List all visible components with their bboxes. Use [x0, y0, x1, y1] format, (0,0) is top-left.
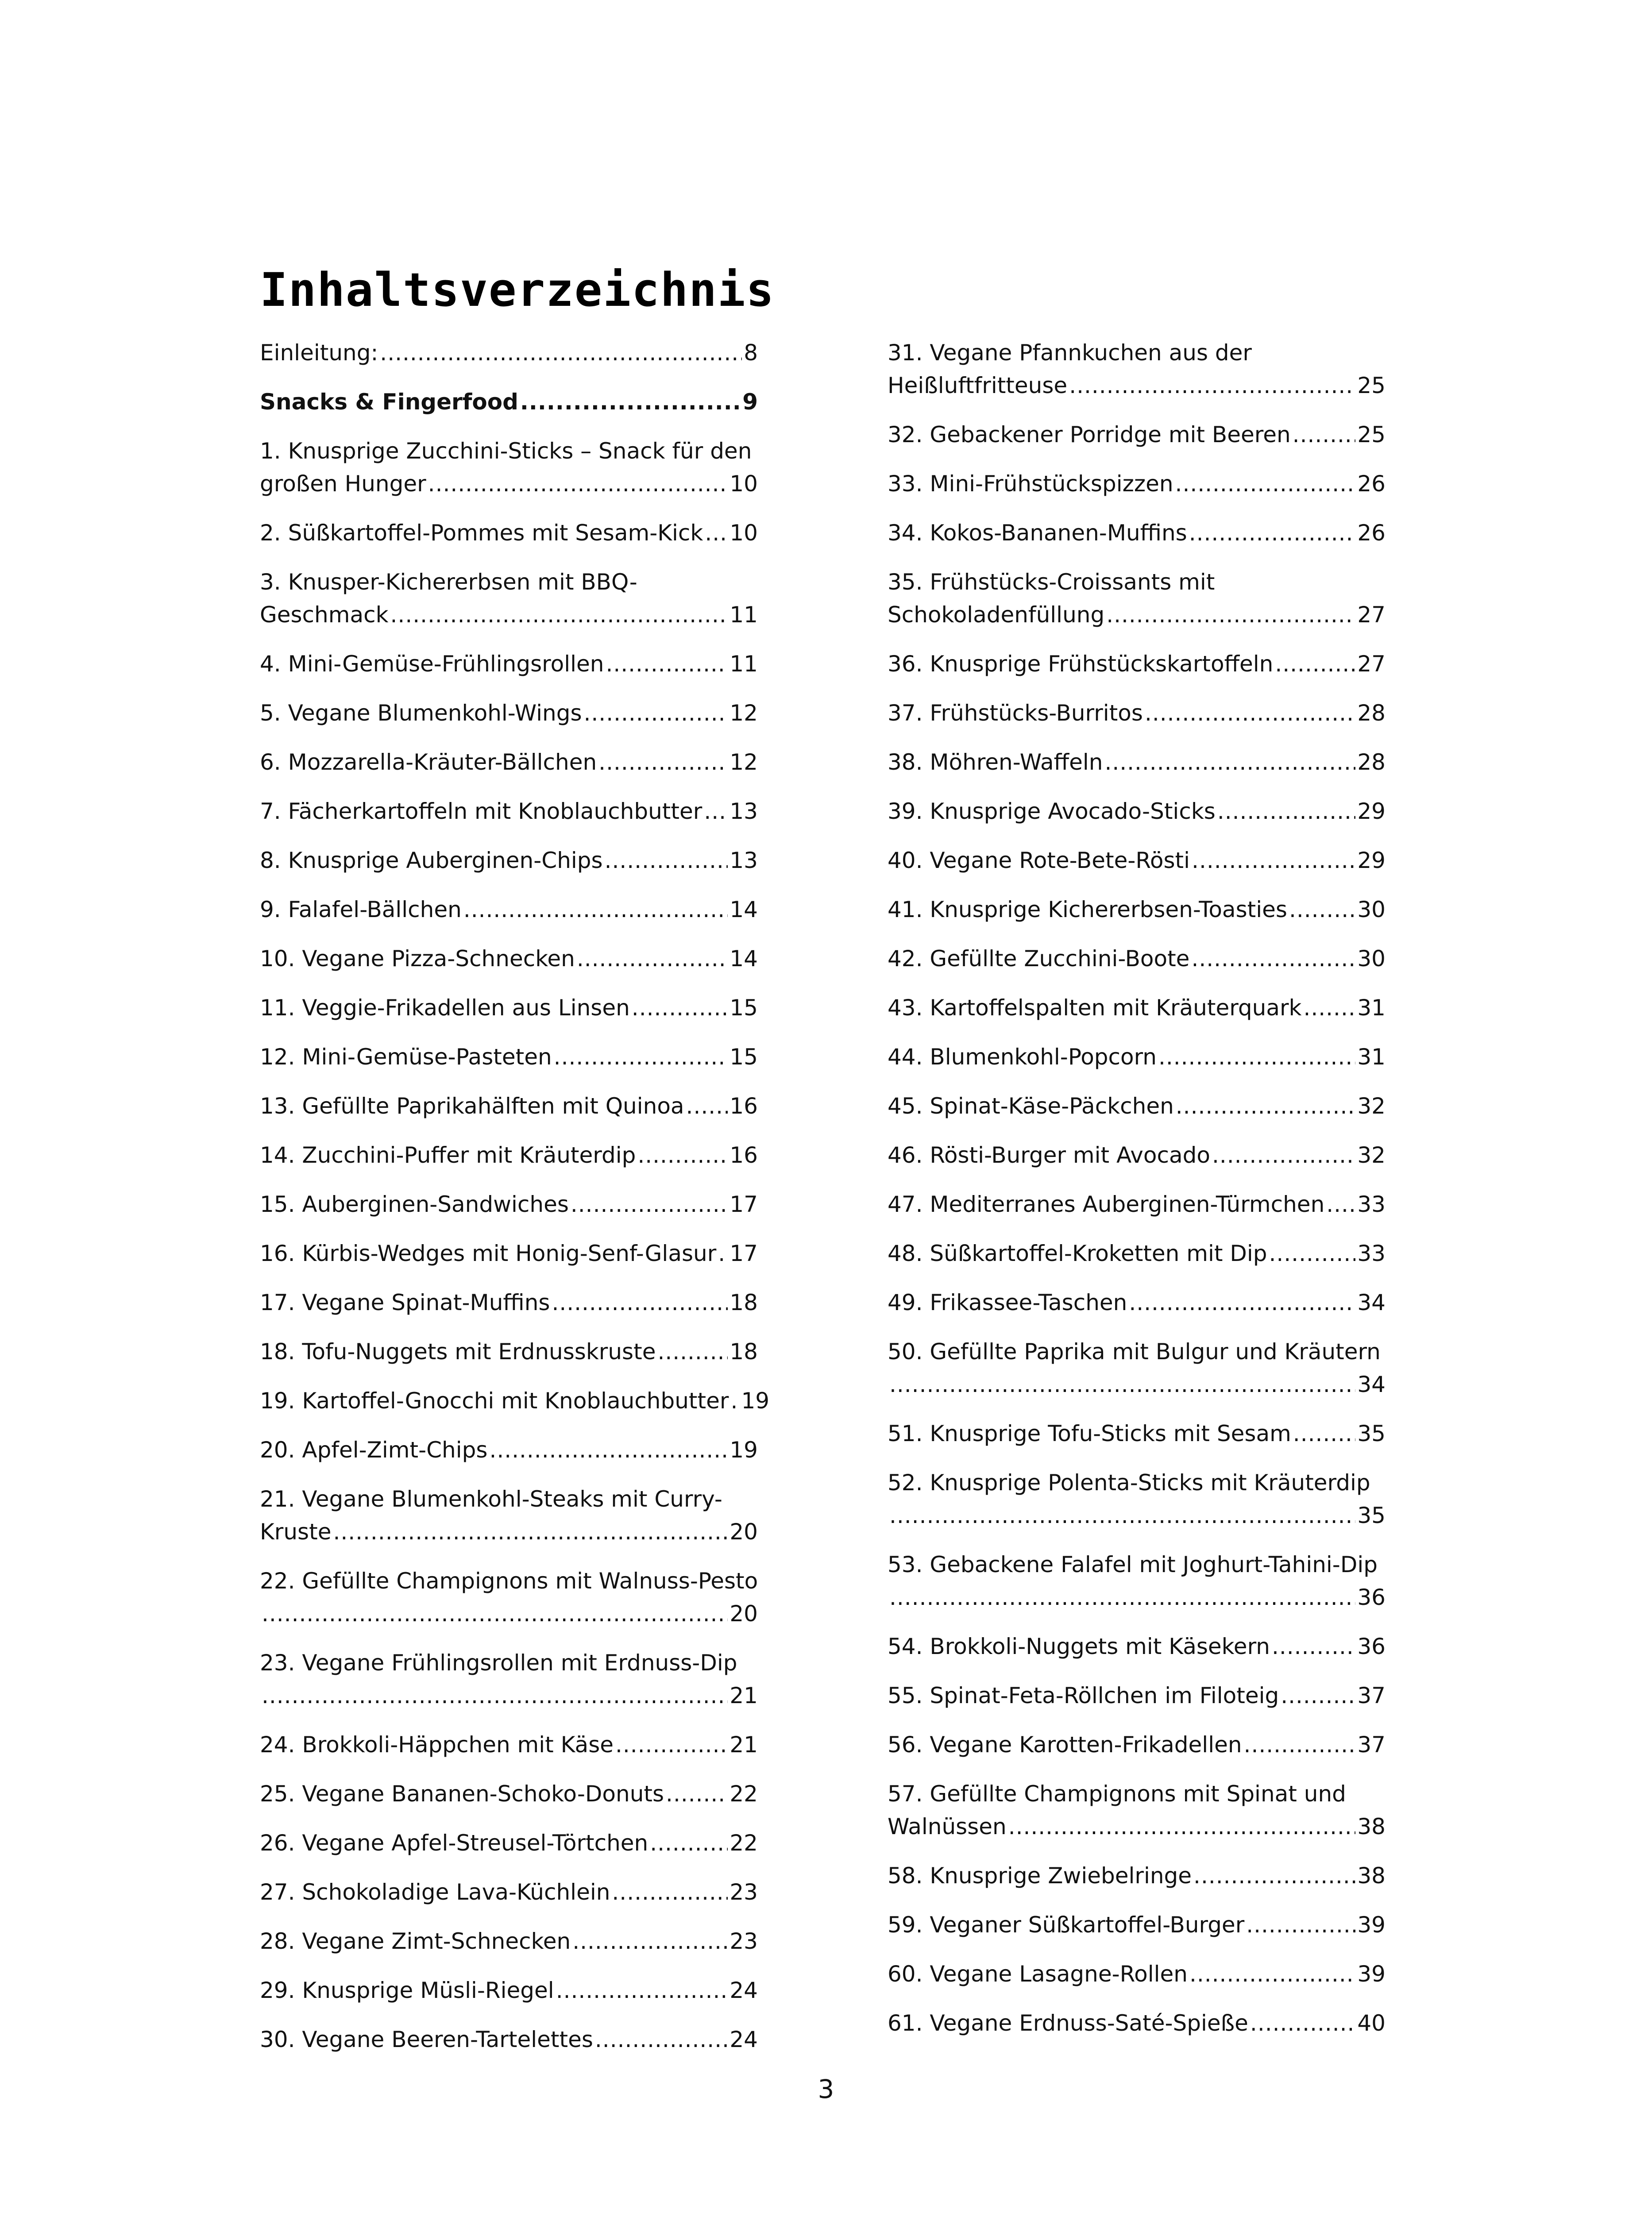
- toc-entry-title: 36. Knusprige Frühstückskartoffeln: [888, 651, 1274, 677]
- toc-entry: [260, 1646, 758, 1712]
- toc-entry-page-number: 17: [730, 1241, 758, 1266]
- toc-entry: [888, 336, 1386, 402]
- toc-entry-title: 8. Knusprige Auberginen-Chips: [260, 848, 603, 873]
- toc-leader-dots: [577, 942, 728, 975]
- toc-entry-title: 49. Frikassee-Taschen: [888, 1290, 1127, 1315]
- toc-entry-title: 41. Knusprige Kichererbsen-Toasties: [888, 897, 1287, 922]
- toc-entry-title-line: 3. Knusper-Kichererbsen mit BBQ-: [260, 569, 637, 595]
- toc-entry-title: 20. Apfel-Zimt-Chips: [260, 1437, 488, 1463]
- toc-entry-page-number: 32: [1357, 1093, 1386, 1119]
- toc-entry-title: 28. Vegane Zimt-Schnecken: [260, 1928, 571, 1954]
- toc-leader-dots: [556, 1974, 728, 2007]
- toc-entry-title: 14. Zucchini-Puffer mit Kräuterdip: [260, 1142, 636, 1168]
- toc-entry: [888, 795, 1386, 828]
- toc-leader-dots: [1246, 1908, 1355, 1941]
- toc-entry-page-number: 36: [1357, 1634, 1386, 1659]
- toc-entry: [888, 1286, 1386, 1319]
- toc-entry: [260, 746, 758, 779]
- toc-leader-dots: [1176, 1090, 1356, 1122]
- toc-entry: [888, 697, 1386, 729]
- toc-leader-dots: [704, 795, 728, 828]
- toc-leader-dots: [1191, 942, 1355, 975]
- toc-leader-dots: [637, 1139, 728, 1172]
- toc-entry-title-line: 21. Vegane Blumenkohl-Steaks mit Curry-: [260, 1486, 722, 1512]
- toc-leader-dots: [889, 1368, 1355, 1401]
- toc-leader-dots: [1175, 467, 1356, 500]
- toc-entry: [888, 893, 1386, 926]
- toc-entry-title: Kruste: [260, 1519, 332, 1545]
- toc-leader-dots: [1212, 1139, 1355, 1172]
- toc-entry-page-number: 22: [730, 1830, 758, 1856]
- toc-leader-dots: [520, 386, 741, 418]
- toc-entry-page-number: 25: [1357, 373, 1386, 398]
- toc-entry: [260, 1565, 758, 1630]
- toc-entry-page-number: 38: [1357, 1814, 1386, 1839]
- toc-entry: [888, 1859, 1386, 1892]
- toc-entry-page-number: 29: [1357, 798, 1386, 824]
- toc-entry-page-number: 15: [730, 1044, 758, 1070]
- toc-entry-title: Walnüssen: [888, 1814, 1007, 1839]
- toc-leader-dots: [889, 1499, 1355, 1532]
- toc-entry-title: 29. Knusprige Müsli-Riegel: [260, 1978, 554, 2003]
- toc-entry: [888, 1630, 1386, 1663]
- toc-entry: [260, 517, 758, 549]
- toc-entry: [888, 1466, 1386, 1532]
- toc-entry: [888, 517, 1386, 549]
- toc-entry: [260, 1777, 758, 1810]
- toc-entry: [888, 942, 1386, 975]
- toc-entry-page-number: 31: [1357, 995, 1386, 1021]
- toc-leader-dots: [380, 336, 742, 369]
- toc-leader-dots: [390, 598, 728, 631]
- toc-entry: [888, 1728, 1386, 1761]
- toc-leader-dots: [572, 1925, 728, 1958]
- toc-entry: [260, 893, 758, 926]
- toc-entry-title-line: 53. Gebackene Falafel mit Joghurt-Tahini-Dip: [888, 1552, 1378, 1577]
- toc-entry-page-number: 22: [730, 1781, 758, 1807]
- toc-entry-title: 13. Gefüllte Paprikahälften mit Quinoa: [260, 1093, 684, 1119]
- toc-entry: [888, 746, 1386, 779]
- toc-entry-page-number: 16: [730, 1142, 758, 1168]
- toc-entry-page-number: 33: [1357, 1241, 1386, 1266]
- toc-entry: [888, 844, 1386, 877]
- toc-leader-dots: [1281, 1679, 1355, 1712]
- toc-entry-page-number: 33: [1357, 1191, 1386, 1217]
- toc-entry: [260, 1925, 758, 1958]
- toc-leader-dots: [1326, 1188, 1355, 1221]
- toc-entry-page-number: 13: [730, 798, 758, 824]
- toc-entry-title: 6. Mozzarella-Kräuter-Bällchen: [260, 749, 597, 775]
- toc-entry-title: 12. Mini-Gemüse-Pasteten: [260, 1044, 552, 1070]
- toc-entry-title: Heißluftfritteuse: [888, 373, 1068, 398]
- toc-entry-title: 17. Vegane Spinat-Muffins: [260, 1290, 550, 1315]
- toc-entry: [888, 1139, 1386, 1172]
- toc-right-column: [888, 336, 1386, 2056]
- toc-entry-title: 40. Vegane Rote-Bete-Rösti: [888, 848, 1190, 873]
- toc-leader-dots: [1158, 1041, 1355, 1073]
- toc-leader-dots: [428, 467, 728, 500]
- toc-entry-page-number: 24: [730, 1978, 758, 2003]
- toc-entry: [888, 1548, 1386, 1614]
- toc-entry: [888, 1908, 1386, 1941]
- toc-entry-page-number: 16: [730, 1093, 758, 1119]
- toc-entry: [260, 1728, 758, 1761]
- toc-leader-dots: [1189, 517, 1356, 549]
- toc-leader-dots: [1275, 648, 1355, 680]
- toc-entry: [260, 1434, 758, 1466]
- toc-leader-dots: [615, 1728, 728, 1761]
- toc-leader-dots: [632, 991, 728, 1024]
- toc-entry: [888, 991, 1386, 1024]
- toc-leader-dots: [598, 746, 728, 779]
- toc-leader-dots: [1250, 2007, 1355, 2040]
- toc-entry-page-number: 35: [1357, 1421, 1386, 1446]
- toc-leader-dots: [333, 1515, 728, 1548]
- toc-entry-title: 55. Spinat-Feta-Röllchen im Filoteig: [888, 1683, 1279, 1708]
- toc-leader-dots: [1289, 893, 1355, 926]
- toc-entry: [260, 435, 758, 500]
- toc-entry-title: 37. Frühstücks-Burritos: [888, 700, 1143, 726]
- toc-entry-page-number: 23: [730, 1928, 758, 1954]
- toc-entry: [888, 1335, 1386, 1401]
- toc-leader-dots: [262, 1597, 728, 1630]
- toc-entry-page-number: 20: [730, 1519, 758, 1545]
- toc-entry: [888, 1090, 1386, 1122]
- page-number: 3: [818, 2074, 834, 2104]
- page-title: Inhaltsverzeichnis: [260, 263, 775, 317]
- toc-entry-title: 47. Mediterranes Auberginen-Türmchen: [888, 1191, 1325, 1217]
- toc-entry-title: 10. Vegane Pizza-Schnecken: [260, 946, 575, 972]
- toc-entry-page-number: 9: [742, 389, 758, 415]
- toc-leader-dots: [666, 1777, 728, 1810]
- toc-entry: [260, 2023, 758, 2056]
- toc-entry-page-number: 18: [730, 1290, 758, 1315]
- toc-leader-dots: [718, 1237, 728, 1270]
- toc-entry-title: 4. Mini-Gemüse-Frühlingsrollen: [260, 651, 604, 677]
- toc-entry-title: 56. Vegane Karotten-Frikadellen: [888, 1732, 1242, 1758]
- toc-entry: [888, 418, 1386, 451]
- toc-leader-dots: [262, 1679, 728, 1712]
- toc-leader-dots: [889, 1581, 1355, 1614]
- toc-entry-page-number: 13: [730, 848, 758, 873]
- toc-leader-dots: [1129, 1286, 1355, 1319]
- toc-entry: [260, 1041, 758, 1073]
- toc-entry-title: 33. Mini-Frühstückspizzen: [888, 471, 1173, 497]
- toc-entry: [888, 1188, 1386, 1221]
- toc-entry-page-number: 11: [730, 602, 758, 628]
- toc-entry-page-number: 12: [730, 700, 758, 726]
- toc-leader-dots: [1145, 697, 1355, 729]
- toc-entry-title: 58. Knusprige Zwiebelringe: [888, 1863, 1192, 1889]
- toc-entry-page-number: 30: [1357, 897, 1386, 922]
- toc-entry-title: Geschmack: [260, 602, 389, 628]
- toc-entry-title-line: 31. Vegane Pfannkuchen aus der: [888, 340, 1252, 366]
- toc-entry-title: 51. Knusprige Tofu-Sticks mit Sesam: [888, 1421, 1291, 1446]
- toc-entry: [888, 467, 1386, 500]
- toc-entry: [888, 1679, 1386, 1712]
- toc-entry-title: 9. Falafel-Bällchen: [260, 897, 462, 922]
- toc-entry-page-number: 28: [1357, 700, 1386, 726]
- toc-entry-page-number: 17: [730, 1191, 758, 1217]
- toc-leader-dots: [1069, 369, 1355, 402]
- toc-entry-page-number: 10: [730, 520, 758, 546]
- toc-entry-title: 38. Möhren-Waffeln: [888, 749, 1103, 775]
- toc-entry-title-line: 1. Knusprige Zucchini-Sticks – Snack für den: [260, 438, 752, 464]
- toc-leader-dots: [1106, 598, 1355, 631]
- toc-entry-page-number: 30: [1357, 946, 1386, 972]
- toc-entry-page-number: 21: [730, 1732, 758, 1758]
- toc-entry-page-number: 34: [1357, 1290, 1386, 1315]
- toc-leader-dots: [571, 1188, 728, 1221]
- toc-entry-title: 42. Gefüllte Zucchini-Boote: [888, 946, 1190, 972]
- toc-entry-title: 39. Knusprige Avocado-Sticks: [888, 798, 1216, 824]
- toc-leader-dots: [650, 1827, 728, 1859]
- toc-entry: [260, 1483, 758, 1548]
- toc-leader-dots: [1269, 1237, 1356, 1270]
- toc-entry-page-number: 18: [730, 1339, 758, 1365]
- toc-entry-title: 46. Rösti-Burger mit Avocado: [888, 1142, 1210, 1168]
- toc-entry-page-number: 20: [730, 1601, 758, 1627]
- toc-entry-page-number: 25: [1357, 422, 1386, 447]
- toc-leader-dots: [705, 517, 728, 549]
- toc-entry-page-number: 37: [1357, 1732, 1386, 1758]
- toc-entry-page-number: 40: [1357, 2010, 1386, 2036]
- toc-entry: [260, 1876, 758, 1908]
- toc-entry: [260, 1139, 758, 1172]
- toc-leader-dots: [657, 1335, 728, 1368]
- toc-entry: [260, 1384, 770, 1417]
- toc-entry: [260, 648, 758, 680]
- toc-leader-dots: [1193, 1859, 1355, 1892]
- toc-leader-dots: [1272, 1630, 1355, 1663]
- toc-entry-title: 24. Brokkoli-Häppchen mit Käse: [260, 1732, 614, 1758]
- toc-entry-title: 59. Veganer Süßkartoffel-Burger: [888, 1912, 1245, 1938]
- toc-entry-title: 2. Süßkartoffel-Pommes mit Sesam-Kick: [260, 520, 703, 546]
- toc-entry-title: Einleitung:: [260, 340, 378, 366]
- toc-entry: [888, 2007, 1386, 2040]
- toc-entry-title: 61. Vegane Erdnuss-Saté-Spieße: [888, 2010, 1248, 2036]
- toc-entry-title: 43. Kartoffelspalten mit Kräuterquark: [888, 995, 1302, 1021]
- toc-entry: [260, 566, 758, 631]
- toc-entry-page-number: 14: [730, 946, 758, 972]
- toc-leader-dots: [595, 2023, 728, 2056]
- toc-leader-dots: [1189, 1958, 1355, 1990]
- toc-entry-title: 25. Vegane Bananen-Schoko-Donuts: [260, 1781, 664, 1807]
- toc-leader-dots: [730, 1384, 739, 1417]
- toc-entry-page-number: 38: [1357, 1863, 1386, 1889]
- toc-leader-dots: [584, 697, 728, 729]
- toc-entry-page-number: 19: [730, 1437, 758, 1463]
- toc-leader-dots: [1217, 795, 1356, 828]
- toc-entry-title: 26. Vegane Apfel-Streusel-Törtchen: [260, 1830, 648, 1856]
- toc-entry-title: 15. Auberginen-Sandwiches: [260, 1191, 569, 1217]
- toc-entry-title: 19. Kartoffel-Gnocchi mit Knoblauchbutter: [260, 1388, 729, 1414]
- toc-entry: [260, 942, 758, 975]
- toc-entry-page-number: 36: [1357, 1585, 1386, 1610]
- toc-entry-page-number: 12: [730, 749, 758, 775]
- toc-entry: [888, 648, 1386, 680]
- toc-entry-title: 32. Gebackener Porridge mit Beeren: [888, 422, 1291, 447]
- toc-left-column: [260, 336, 770, 2072]
- toc-entry-title: 44. Blumenkohl-Popcorn: [888, 1044, 1157, 1070]
- toc-entry-page-number: 31: [1357, 1044, 1386, 1070]
- toc-entry-page-number: 29: [1357, 848, 1386, 873]
- toc-entry-title: 48. Süßkartoffel-Kroketten mit Dip: [888, 1241, 1267, 1266]
- toc-entry-page-number: 39: [1357, 1961, 1386, 1987]
- toc-entry: [260, 844, 758, 877]
- toc-entry: [260, 1335, 758, 1368]
- toc-entry: [888, 566, 1386, 631]
- toc-leader-dots: [1192, 844, 1355, 877]
- toc-entry-title-line: 52. Knusprige Polenta-Sticks mit Kräuterdip: [888, 1470, 1370, 1496]
- toc-leader-dots: [463, 893, 728, 926]
- toc-entry-title: Schokoladenfüllung: [888, 602, 1105, 628]
- toc-entry: [260, 1237, 758, 1270]
- toc-leader-dots: [1008, 1810, 1356, 1843]
- toc-entry-title-line: 57. Gefüllte Champignons mit Spinat und: [888, 1781, 1346, 1807]
- toc-entry: [260, 336, 758, 369]
- toc-entry-title: 7. Fächerkartoffeln mit Knoblauchbutter: [260, 798, 702, 824]
- toc-leader-dots: [1293, 1417, 1356, 1450]
- toc-entry-title: 16. Kürbis-Wedges mit Honig-Senf-Glasur: [260, 1241, 717, 1266]
- toc-entry-page-number: 27: [1357, 602, 1386, 628]
- toc-entry: [888, 1041, 1386, 1073]
- toc-entry-page-number: 21: [730, 1683, 758, 1708]
- toc-entry-page-number: 19: [741, 1388, 770, 1414]
- toc-leader-dots: [605, 844, 728, 877]
- toc-leader-dots: [1303, 991, 1355, 1024]
- toc-entry-title: 27. Schokoladige Lava-Küchlein: [260, 1879, 610, 1905]
- toc-entry-title-line: 35. Frühstücks-Croissants mit: [888, 569, 1215, 595]
- toc-entry-title: 30. Vegane Beeren-Tartelettes: [260, 2027, 593, 2052]
- toc-entry: [260, 386, 758, 418]
- toc-entry-title: großen Hunger: [260, 471, 426, 497]
- toc-entry-title: 45. Spinat-Käse-Päckchen: [888, 1093, 1174, 1119]
- toc-entry: [888, 1777, 1386, 1843]
- toc-entry-page-number: 26: [1357, 471, 1386, 497]
- toc-entry-page-number: 14: [730, 897, 758, 922]
- toc-entry-title: 60. Vegane Lasagne-Rollen: [888, 1961, 1188, 1987]
- toc-entry-page-number: 15: [730, 995, 758, 1021]
- toc-entry-page-number: 10: [730, 471, 758, 497]
- toc-entry-page-number: 37: [1357, 1683, 1386, 1708]
- toc-entry-title-line: 22. Gefüllte Champignons mit Walnuss-Pesto: [260, 1568, 758, 1594]
- toc-entry-title-line: 23. Vegane Frühlingsrollen mit Erdnuss-Dip: [260, 1650, 737, 1676]
- toc-entry-page-number: 24: [730, 2027, 758, 2052]
- toc-entry: [888, 1958, 1386, 1990]
- toc-entry-title: 5. Vegane Blumenkohl-Wings: [260, 700, 582, 726]
- toc-leader-dots: [1104, 746, 1355, 779]
- toc-entry: [260, 1090, 758, 1122]
- toc-entry-page-number: 35: [1357, 1503, 1386, 1528]
- toc-entry-page-number: 27: [1357, 651, 1386, 677]
- toc-leader-dots: [552, 1286, 728, 1319]
- toc-leader-dots: [606, 648, 728, 680]
- toc-entry-page-number: 32: [1357, 1142, 1386, 1168]
- toc-leader-dots: [1293, 418, 1356, 451]
- toc-entry: [888, 1417, 1386, 1450]
- toc-entry-title: 34. Kokos-Bananen-Muffins: [888, 520, 1187, 546]
- toc-leader-dots: [686, 1090, 728, 1122]
- toc-entry-title-line: 50. Gefüllte Paprika mit Bulgur und Kräutern: [888, 1339, 1381, 1365]
- toc-entry: [260, 1188, 758, 1221]
- toc-entry: [260, 697, 758, 729]
- toc-entry-title: Snacks & Fingerfood: [260, 389, 518, 415]
- toc-leader-dots: [612, 1876, 728, 1908]
- toc-entry: [260, 1286, 758, 1319]
- toc-entry-title: 18. Tofu-Nuggets mit Erdnusskruste: [260, 1339, 656, 1365]
- toc-entry-title: 54. Brokkoli-Nuggets mit Käsekern: [888, 1634, 1270, 1659]
- toc-leader-dots: [489, 1434, 728, 1466]
- toc-entry: [888, 1237, 1386, 1270]
- toc-leader-dots: [554, 1041, 728, 1073]
- toc-leader-dots: [1244, 1728, 1356, 1761]
- toc-entry: [260, 1974, 758, 2007]
- toc-entry-page-number: 39: [1357, 1912, 1386, 1938]
- toc-entry: [260, 1827, 758, 1859]
- toc-entry-page-number: 8: [744, 340, 758, 366]
- toc-entry: [260, 795, 758, 828]
- toc-entry: [260, 991, 758, 1024]
- toc-entry-page-number: 23: [730, 1879, 758, 1905]
- toc-entry-page-number: 11: [730, 651, 758, 677]
- toc-entry-page-number: 28: [1357, 749, 1386, 775]
- toc-entry-page-number: 26: [1357, 520, 1386, 546]
- toc-entry-title: 11. Veggie-Frikadellen aus Linsen: [260, 995, 630, 1021]
- toc-entry-page-number: 34: [1357, 1372, 1386, 1397]
